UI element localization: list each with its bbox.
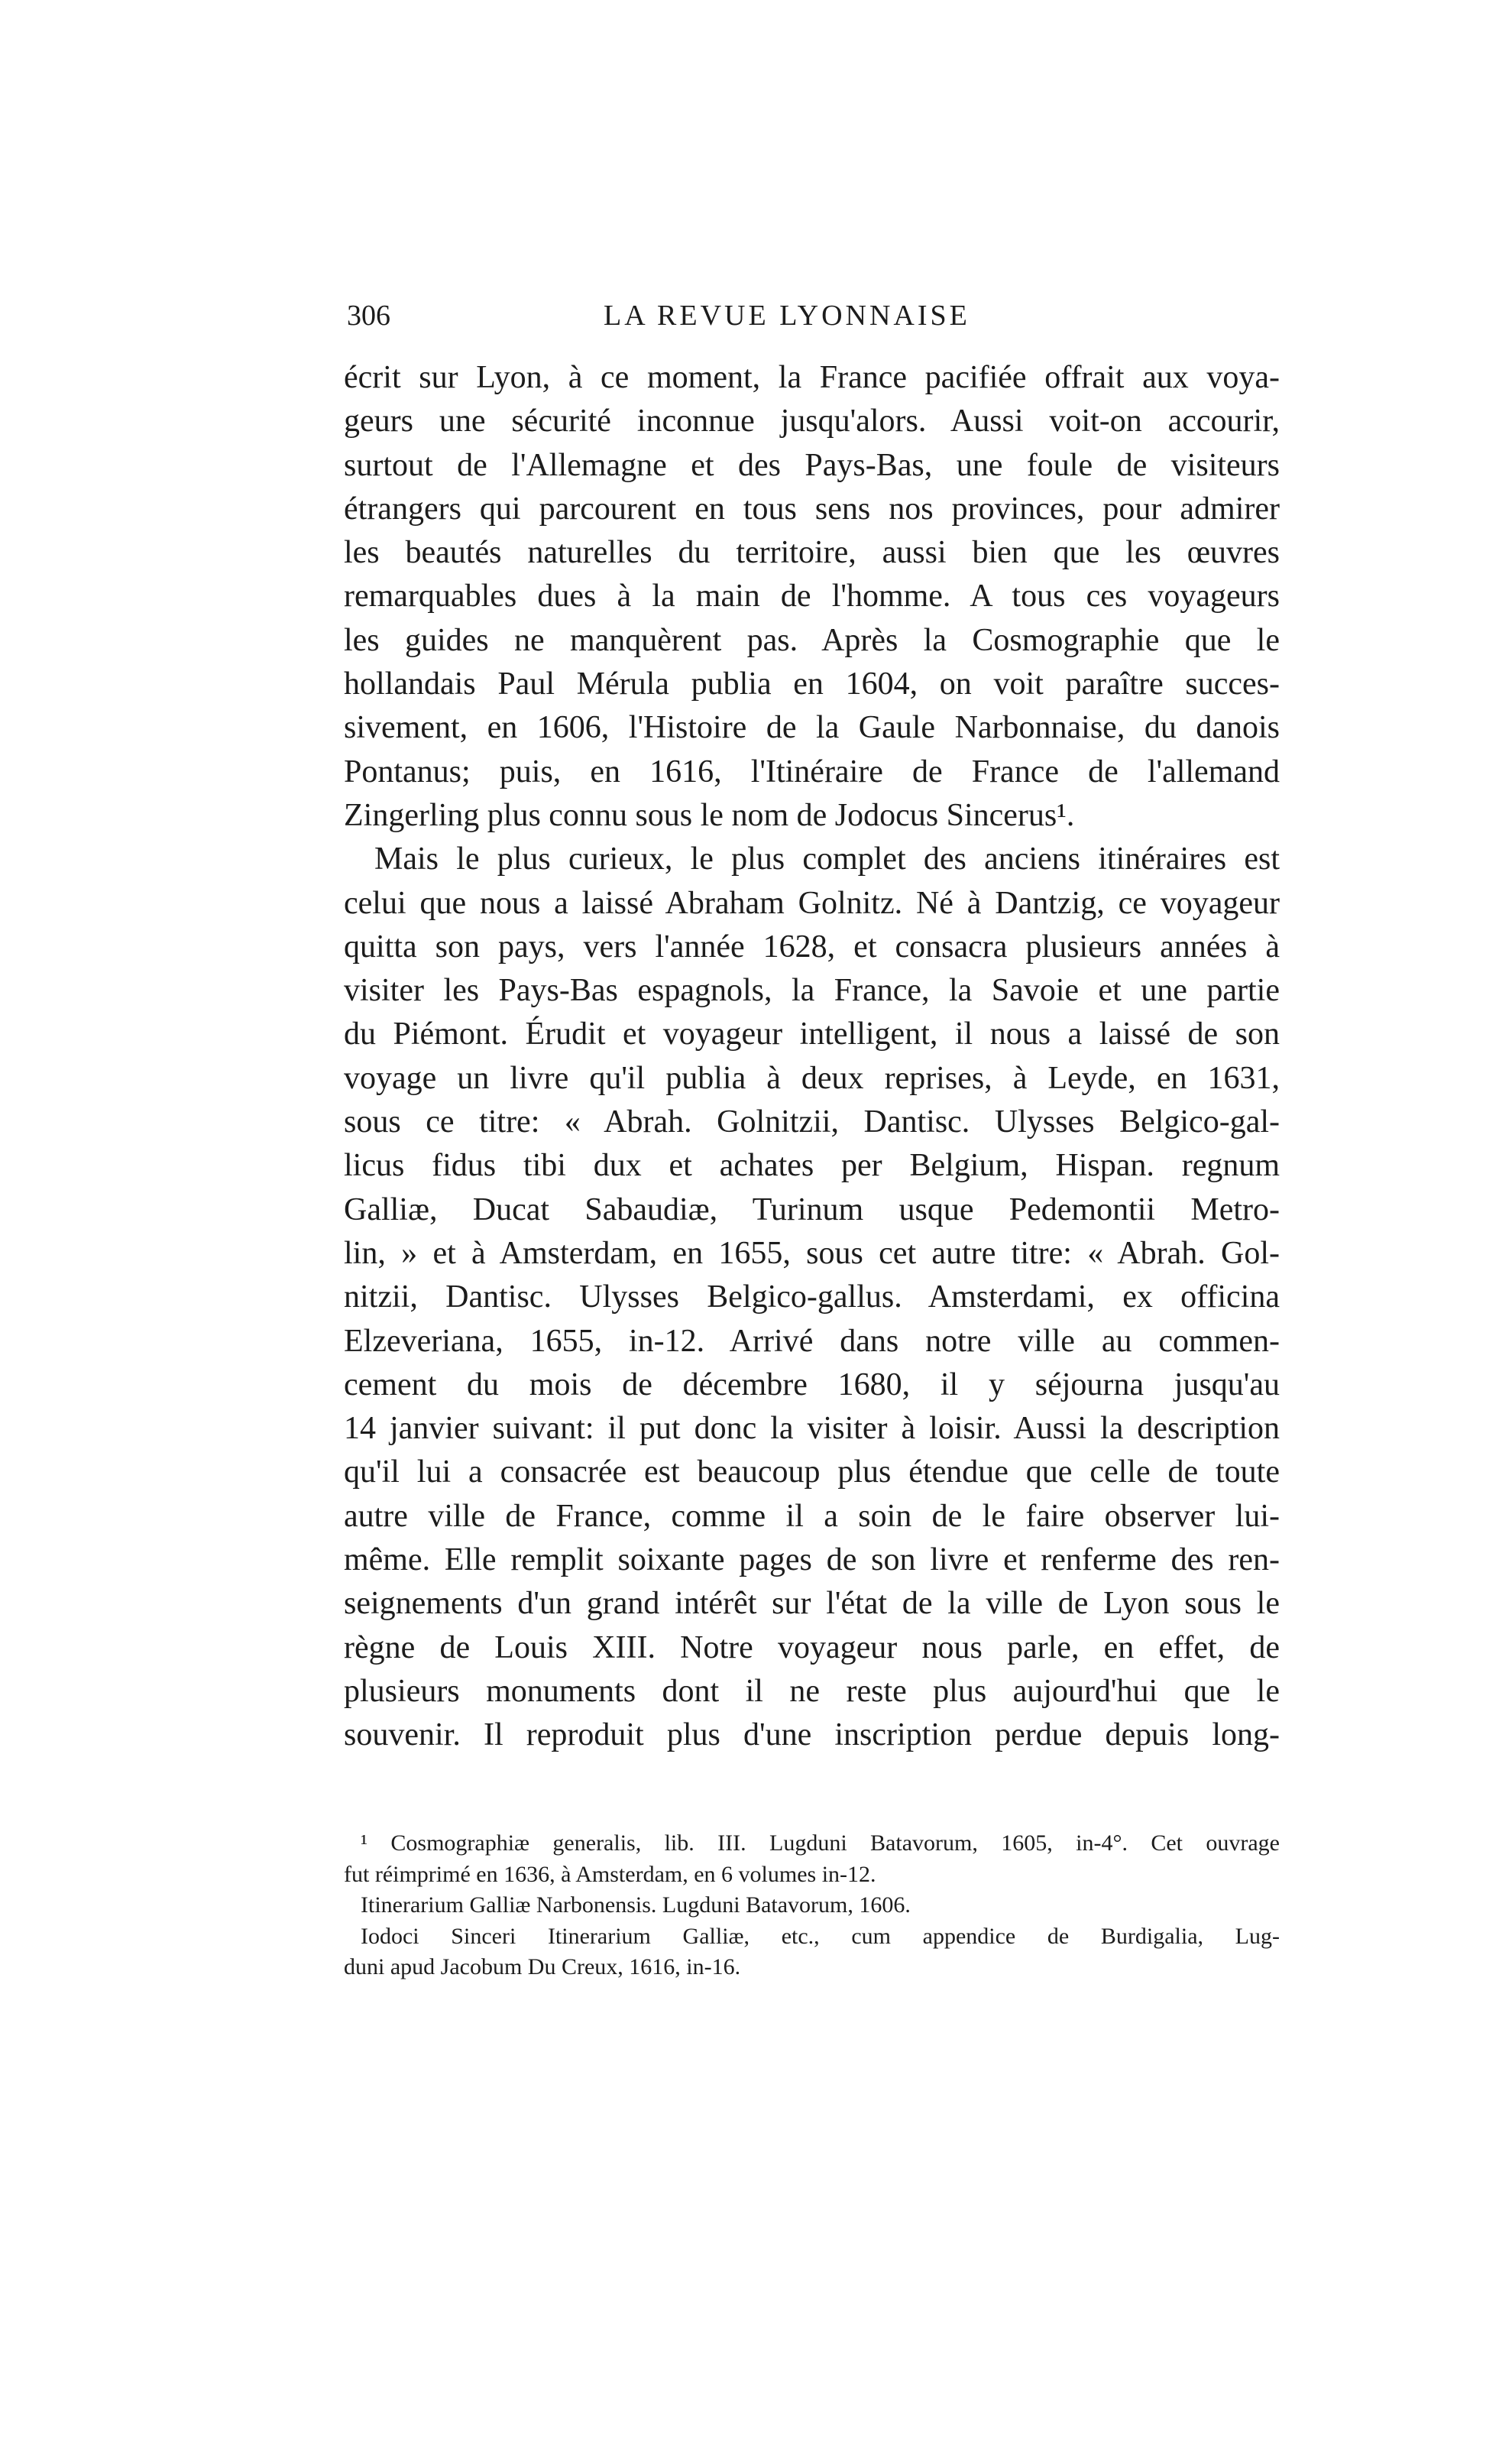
body-line: même. Elle remplit soixante pages de son livre et renferme des ren- xyxy=(344,1542,1280,1578)
body-line: Elzeveriana, 1655, in-12. Arrivé dans notre ville au commen- xyxy=(344,1323,1280,1359)
body-line: les beautés naturelles du territoire, aussi bien que les œuvres xyxy=(344,535,1280,571)
body-line: autre ville de France, comme il a soin de le faire observer lui- xyxy=(344,1498,1280,1534)
body-line: sivement, en 1606, l'Histoire de la Gaule Narbonnaise, du danois xyxy=(344,710,1280,746)
body-line: règne de Louis XIII. Notre voyageur nous parle, en effet, de xyxy=(344,1629,1280,1665)
body-line: sous ce titre: « Abrah. Golnitzii, Dantisc. Ulysses Belgico-gal- xyxy=(344,1104,1280,1140)
body-text xyxy=(344,356,1280,1758)
body-line: étrangers qui parcourent en tous sens nos provinces, pour admirer xyxy=(344,491,1280,527)
body-line: hollandais Paul Mérula publia en 1604, on voit paraître succes- xyxy=(344,666,1280,702)
footnote-line: Iodoci Sinceri Itinerarium Galliæ, etc., cum appendice de Burdigalia, Lug- xyxy=(361,1923,1280,1949)
footnote-line: Itinerarium Galliæ Narbonensis. Lugduni Batavorum, 1606. xyxy=(361,1892,911,1918)
body-line: visiter les Pays-Bas espagnols, la France, la Savoie et une partie xyxy=(344,973,1280,1009)
body-line: les guides ne manquèrent pas. Après la Cosmographie que le xyxy=(344,622,1280,658)
body-line: souvenir. Il reproduit plus d'une inscription perdue depuis long- xyxy=(344,1717,1280,1753)
body-line: celui que nous a laissé Abraham Golnitz. Né à Dantzig, ce voyageur xyxy=(344,885,1280,921)
body-line: quitta son pays, vers l'année 1628, et consacra plusieurs années à xyxy=(344,929,1280,965)
footnote-line: duni apud Jacobum Du Creux, 1616, in-16. xyxy=(344,1954,741,1979)
body-line: écrit sur Lyon, à ce moment, la France pacifiée offrait aux voya- xyxy=(344,360,1280,395)
footnote-line: fut réimprimé en 1636, à Amsterdam, en 6 volumes in-12. xyxy=(344,1861,876,1887)
body-line: seignements d'un grand intérêt sur l'état de la ville de Lyon sous le xyxy=(344,1586,1280,1622)
body-line: voyage un livre qu'il publia à deux reprises, à Leyde, en 1631, xyxy=(344,1060,1280,1096)
body-line: lin, » et à Amsterdam, en 1655, sous cet autre titre: « Abrah. Gol- xyxy=(344,1235,1280,1271)
page-number: 306 xyxy=(347,300,390,332)
body-line: surtout de l'Allemagne et des Pays-Bas, une foule de visiteurs xyxy=(344,447,1280,483)
body-line: cement du mois de décembre 1680, il y séjourna jusqu'au xyxy=(344,1367,1280,1402)
body-line: Mais le plus curieux, le plus complet des anciens itinéraires est xyxy=(374,841,1280,877)
body-line: Zingerling plus connu sous le nom de Jodocus Sincerus¹. xyxy=(344,797,1075,833)
body-line: geurs une sécurité inconnue jusqu'alors. Aussi voit-on accourir, xyxy=(344,404,1280,439)
body-line: remarquables dues à la main de l'homme. A tous ces voyageurs xyxy=(344,579,1280,614)
body-line: Galliæ, Ducat Sabaudiæ, Turinum usque Pedemontii Metro- xyxy=(344,1191,1280,1227)
body-line: nitzii, Dantisc. Ulysses Belgico-gallus. Amsterdami, ex officina xyxy=(344,1279,1280,1315)
footnotes xyxy=(344,1828,1280,1983)
body-line: plusieurs monuments dont il ne reste plus aujourd'hui que le xyxy=(344,1673,1280,1709)
body-line: licus fidus tibi dux et achates per Belgium, Hispan. regnum xyxy=(344,1148,1280,1184)
footnote-line: ¹ Cosmographiæ generalis, lib. III. Lugduni Batavorum, 1605, in-4°. Cet ouvrage xyxy=(361,1830,1280,1856)
body-line: 14 janvier suivant: il put donc la visiter à loisir. Aussi la description xyxy=(344,1411,1280,1447)
body-line: Pontanus; puis, en 1616, l'Itinéraire de France de l'allemand xyxy=(344,754,1280,789)
body-line: du Piémont. Érudit et voyageur intelligent, il nous a laissé de son xyxy=(344,1016,1280,1052)
running-title: LA REVUE LYONNAISE xyxy=(604,300,970,332)
body-line: qu'il lui a consacrée est beaucoup plus étendue que celle de toute xyxy=(344,1454,1280,1490)
